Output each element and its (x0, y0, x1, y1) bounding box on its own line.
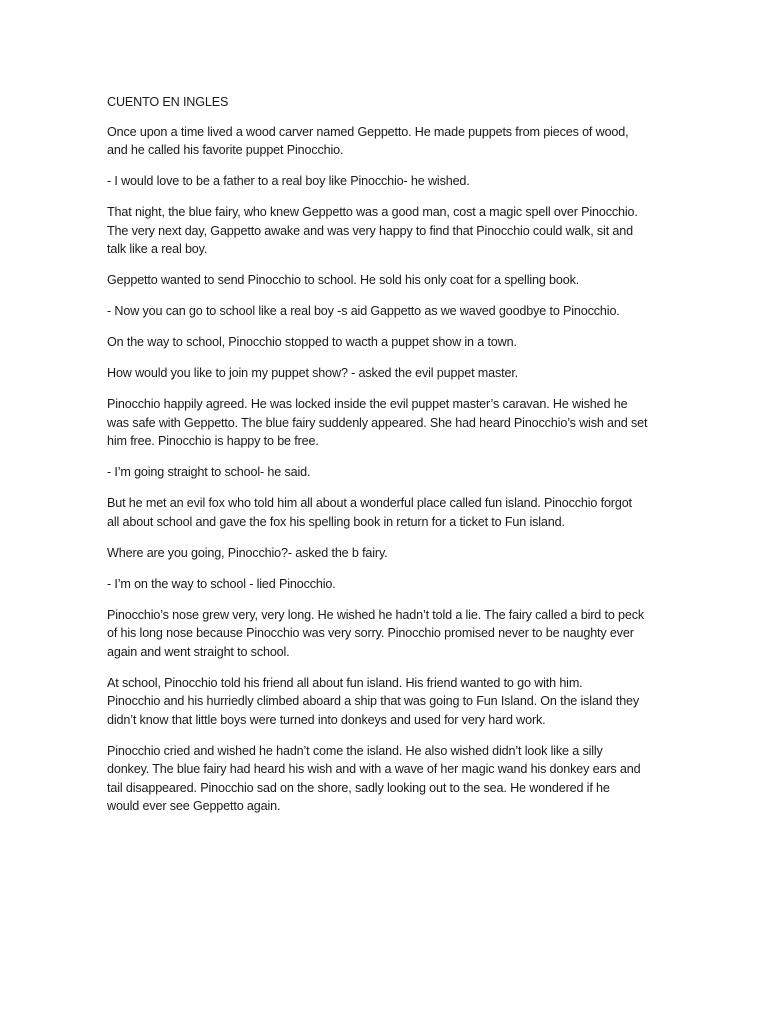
document-title: CUENTO EN INGLES (107, 95, 229, 109)
text-line: That night, the blue fairy, who knew Geppetto was a good man, cost a magic spell over Pinocchio. (107, 205, 638, 219)
text-line: donkey. The blue fairy had heard his wish and with a wave of her magic wand his donkey ears and (107, 762, 641, 776)
paragraph (107, 203, 662, 259)
text-line: Once upon a time lived a wood carver named Geppetto. He made puppets from pieces of wood, (107, 124, 629, 139)
text-line: At school, Pinocchio told his friend all about fun island. His friend wanted to go with him. (107, 675, 583, 690)
document-body (107, 93, 662, 828)
paragraph (107, 674, 662, 730)
text-line: Pinocchio cried and wished he hadn’t come the island. He also wished didn’t look like a silly (107, 743, 603, 758)
paragraph (107, 302, 662, 321)
text-line: Where are you going, Pinocchio?- asked the b fairy. (107, 545, 388, 560)
paragraph (107, 123, 662, 160)
text-line: The very next day, Gappetto awake and was very happy to find that Pinocchio could walk, sit and (107, 223, 633, 238)
text-line: But he met an evil fox who told him all about a wonderful place called fun island. Pinocchio forgot (107, 496, 632, 510)
text-line: - I would love to be a father to a real boy like Pinocchio- he wished. (107, 174, 470, 188)
text-line: - I’m on the way to school - lied Pinocchio. (107, 576, 336, 591)
text-line: Pinocchio and his hurriedly climbed aboard a ship that was going to Fun Island. On the island they (107, 694, 640, 708)
paragraph (107, 606, 662, 662)
paragraph (107, 172, 662, 191)
text-line: - Now you can go to school like a real boy -s aid Gappetto as we waved goodbye to Pinocchio. (107, 304, 620, 318)
text-line: and he called his favorite puppet Pinocchio. (107, 143, 344, 157)
text-line: didn’t know that little boys were turned into donkeys and used for very hard work. (107, 712, 546, 727)
text-line: Geppetto wanted to send Pinocchio to school. He sold his only coat for a spelling book. (107, 273, 580, 287)
text-line: Pinocchio happily agreed. He was locked inside the evil puppet master’s caravan. He wished he (107, 397, 628, 411)
paragraph (107, 364, 662, 383)
text-line: him free. Pinocchio is happy to be free. (107, 434, 319, 448)
paragraph (107, 333, 662, 352)
text-line: How would you like to join my puppet show? - asked the evil puppet master. (107, 366, 519, 380)
text-line: of his long nose because Pinocchio was very sorry. Pinocchio promised never to be naughty ever (107, 626, 634, 640)
text-line: again and went straight to school. (107, 644, 290, 659)
paragraph (107, 575, 662, 594)
paragraph (107, 494, 662, 531)
paragraph (107, 544, 662, 563)
text-line: all about school and gave the fox his spelling book in return for a ticket to Fun island. (107, 514, 565, 529)
text-line: was safe with Geppetto. The blue fairy suddenly appeared. She had heard Pinocchio’s wish and set (107, 415, 648, 430)
paragraph (107, 742, 662, 816)
text-line: On the way to school, Pinocchio stopped to wacth a puppet show in a town. (107, 335, 517, 349)
paragraph (107, 395, 662, 451)
text-line: tail disappeared. Pinocchio sad on the shore, sadly looking out to the sea. He wondered if he (107, 780, 610, 795)
paragraph (107, 271, 662, 290)
paragraph (107, 463, 662, 482)
text-line: would ever see Geppetto again. (107, 799, 281, 813)
text-line: talk like a real boy. (107, 242, 208, 256)
text-line: Pinocchio’s nose grew very, very long. He wished he hadn’t told a lie. The fairy called a bird to peck (107, 607, 645, 622)
text-line: - I’m going straight to school- he said. (107, 465, 311, 479)
